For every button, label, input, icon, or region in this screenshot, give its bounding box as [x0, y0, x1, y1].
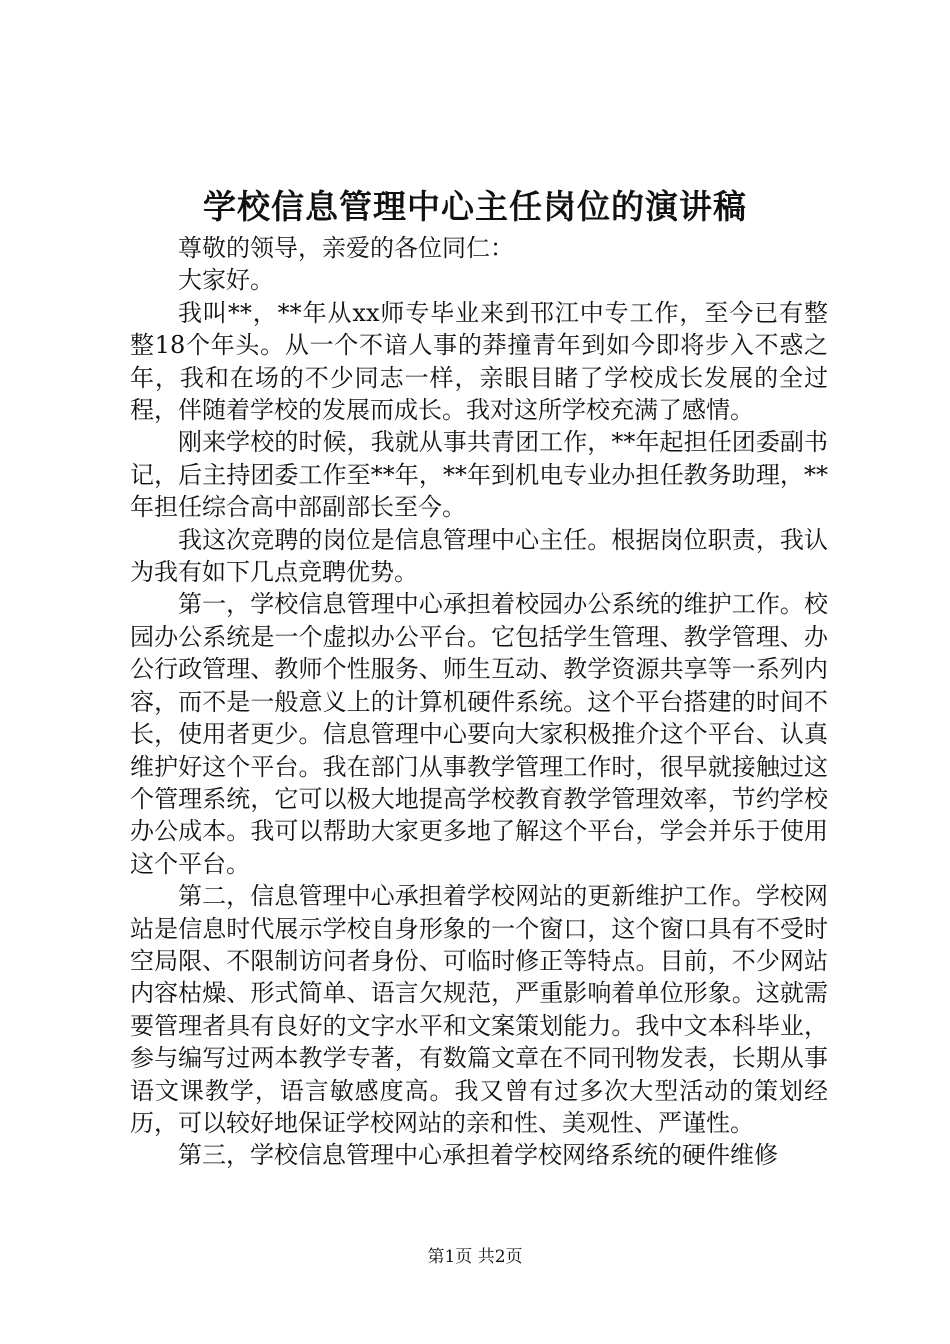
document-title: 学校信息管理中心主任岗位的演讲稿: [203, 187, 747, 226]
paragraph-salutation: 尊敬的领导，亲爱的各位同仁：: [178, 234, 514, 262]
paragraph-position: 我这次竞聘的岗位是信息管理中心主任。根据岗位职责，我认为我有如下几点竞聘优势。: [130, 525, 828, 587]
paragraph-work-history: 刚来学校的时候，我就从事共青团工作，**年起担任团委副书记，后主持团委工作至**年，**年到机电专业办担任教务助理，**年担任综合高中部副部长至今。: [130, 428, 828, 522]
paragraph-introduction: 我叫**，**年从xx师专毕业来到邗江中专工作，至今已有整整18个年头。从一个不谙人事的莽撞青年到如今即将步入不惑之年，我和在场的不少同志一样，亲眼目睹了学校成长发展的全过程，伴随着学校的发展而成长。我对这所学校充满了感情。: [130, 298, 828, 425]
paragraph-point-one: 第一，学校信息管理中心承担着校园办公系统的维护工作。校园办公系统是一个虚拟办公平台。它包括学生管理、教学管理、办公行政管理、教师个性服务、师生互动、教学资源共享等一系列内容，而不是一般意义上的计算机硬件系统。这个平台搭建的时间不长，使用者更少。信息管理中心要向大家积极推介这个平台、认真维护好这个平台。我在部门从事教学管理工作时，很早就接触过这个管理系统，它可以极大地提高学校教育教学管理效率，节约学校办公成本。我可以帮助大家更多地了解这个平台，学会并乐于使用这个平台。: [130, 590, 828, 878]
paragraph-greeting: 大家好。: [178, 266, 274, 295]
paragraph-point-three: 第三，学校信息管理中心承担着学校网络系统的硬件维修: [178, 1141, 778, 1170]
document-body: [130, 232, 828, 1172]
page-number-footer: 第1页 共2页: [427, 1247, 523, 1267]
paragraph-point-two: 第二，信息管理中心承担着学校网站的更新维护工作。学校网站是信息时代展示学校自身形象的一个窗口，这个窗口具有不受时空局限、不限制访问者身份、可临时修正等特点。目前，不少网站内容枯燥、形式简单、语言欠规范，严重影响着单位形象。这就需要管理者具有良好的文字水平和文案策划能力。我中文本科毕业，参与编写过两本教学专著，有数篇文章在不同刊物发表，长期从事语文课教学，语言敏感度高。我又曾有过多次大型活动的策划经历，可以较好地保证学校网站的亲和性、美观性、严谨性。: [130, 882, 828, 1137]
